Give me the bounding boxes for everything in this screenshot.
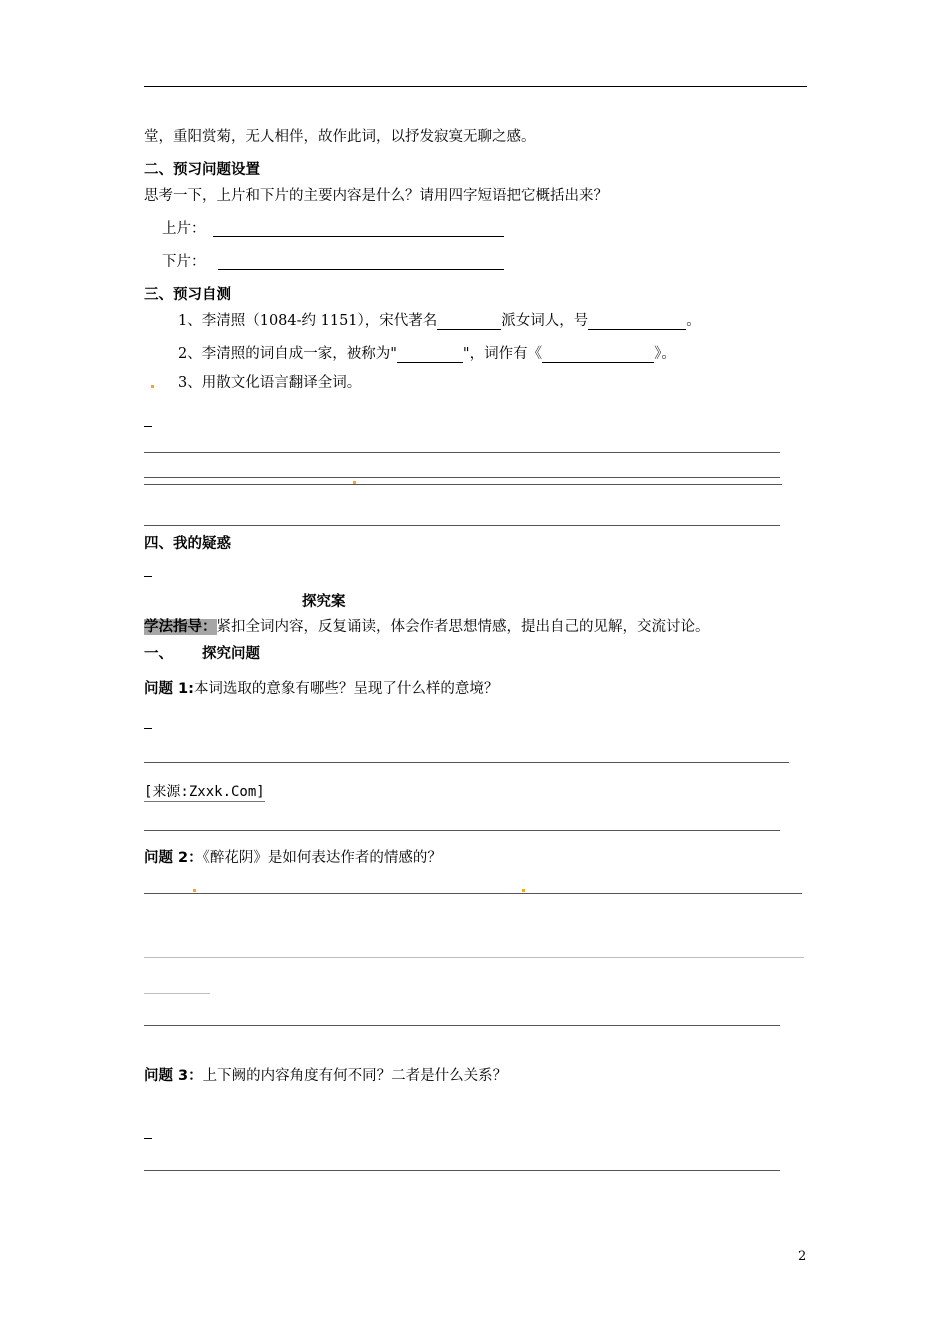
- pen-name-blank[interactable]: [588, 315, 686, 330]
- translation-line-4[interactable]: [144, 525, 780, 526]
- answer-dash: [144, 728, 152, 729]
- explore-title: 探究案: [302, 594, 346, 610]
- translation-line-2[interactable]: [144, 477, 780, 478]
- translation-line-3[interactable]: [144, 484, 782, 485]
- translation-line-1[interactable]: [144, 452, 780, 453]
- method-guide: [144, 618, 710, 636]
- section3-heading: 三、预习自测: [144, 287, 231, 303]
- part1-number: 一、: [144, 646, 173, 662]
- q1-answer-line-2[interactable]: [144, 830, 780, 831]
- upper-label: 上片：: [162, 221, 206, 237]
- q3-answer-line[interactable]: [144, 1170, 780, 1171]
- section2-prompt: 思考一下，上片和下片的主要内容是什么？请用四字短语把它概括出来？: [144, 188, 608, 204]
- question-2: 问题 2：《醉花阴》是如何表达作者的情感的？: [144, 850, 442, 866]
- stray-mark: [151, 385, 154, 388]
- header-rule: [144, 86, 807, 87]
- self-test-q3: 3、用散文化语言翻译全词。: [178, 375, 362, 391]
- section4-heading: 四、我的疑惑: [144, 536, 231, 552]
- page-number: 2: [798, 1249, 807, 1264]
- question-3: 问题 3：上下阙的内容角度有何不同？二者是什么关系？: [144, 1068, 508, 1084]
- style-name-blank[interactable]: [397, 348, 463, 363]
- question-1: 问题 1:本词选取的意象有哪些？呈现了什么样的意境？: [144, 681, 499, 697]
- section2-heading: 二、预习问题设置: [144, 162, 260, 178]
- q2-answer-line-1[interactable]: [144, 893, 802, 894]
- part1-title: 探究问题: [202, 646, 260, 662]
- answer-dash: [144, 1138, 152, 1139]
- stray-mark: [353, 481, 356, 484]
- method-label: 学法指导：: [144, 619, 217, 635]
- q1-answer-line-1[interactable]: [144, 762, 789, 763]
- lower-label: 下片：: [162, 254, 206, 270]
- intro-tail: 堂，重阳赏菊，无人相伴，故作此词，以抒发寂寞无聊之感。: [144, 129, 536, 145]
- stray-mark: [522, 889, 525, 892]
- q2-short-line[interactable]: [144, 993, 210, 994]
- stray-mark: [193, 889, 196, 892]
- upper-answer-line[interactable]: [213, 236, 504, 237]
- method-text: 紧扣全词内容，反复诵读，体会作者思想情感，提出自己的见解，交流讨论。: [216, 619, 710, 635]
- self-test-q2: 2、李清照的词自成一家，被称为" "，词作有《 》。: [178, 346, 676, 362]
- lower-answer-line[interactable]: [218, 269, 504, 270]
- answer-dash: [144, 426, 152, 427]
- works-blank[interactable]: [542, 348, 654, 363]
- q2-answer-line-2[interactable]: [144, 957, 804, 958]
- school-blank[interactable]: [437, 315, 501, 330]
- self-test-q1: 1、李清照（1084-约 1151），宋代著名 派女词人，号 。: [178, 313, 701, 329]
- source-tag[interactable]: [来源:Zxxk.Com]: [144, 784, 265, 800]
- q2-answer-line-3[interactable]: [144, 1025, 780, 1026]
- answer-dash: [144, 576, 152, 577]
